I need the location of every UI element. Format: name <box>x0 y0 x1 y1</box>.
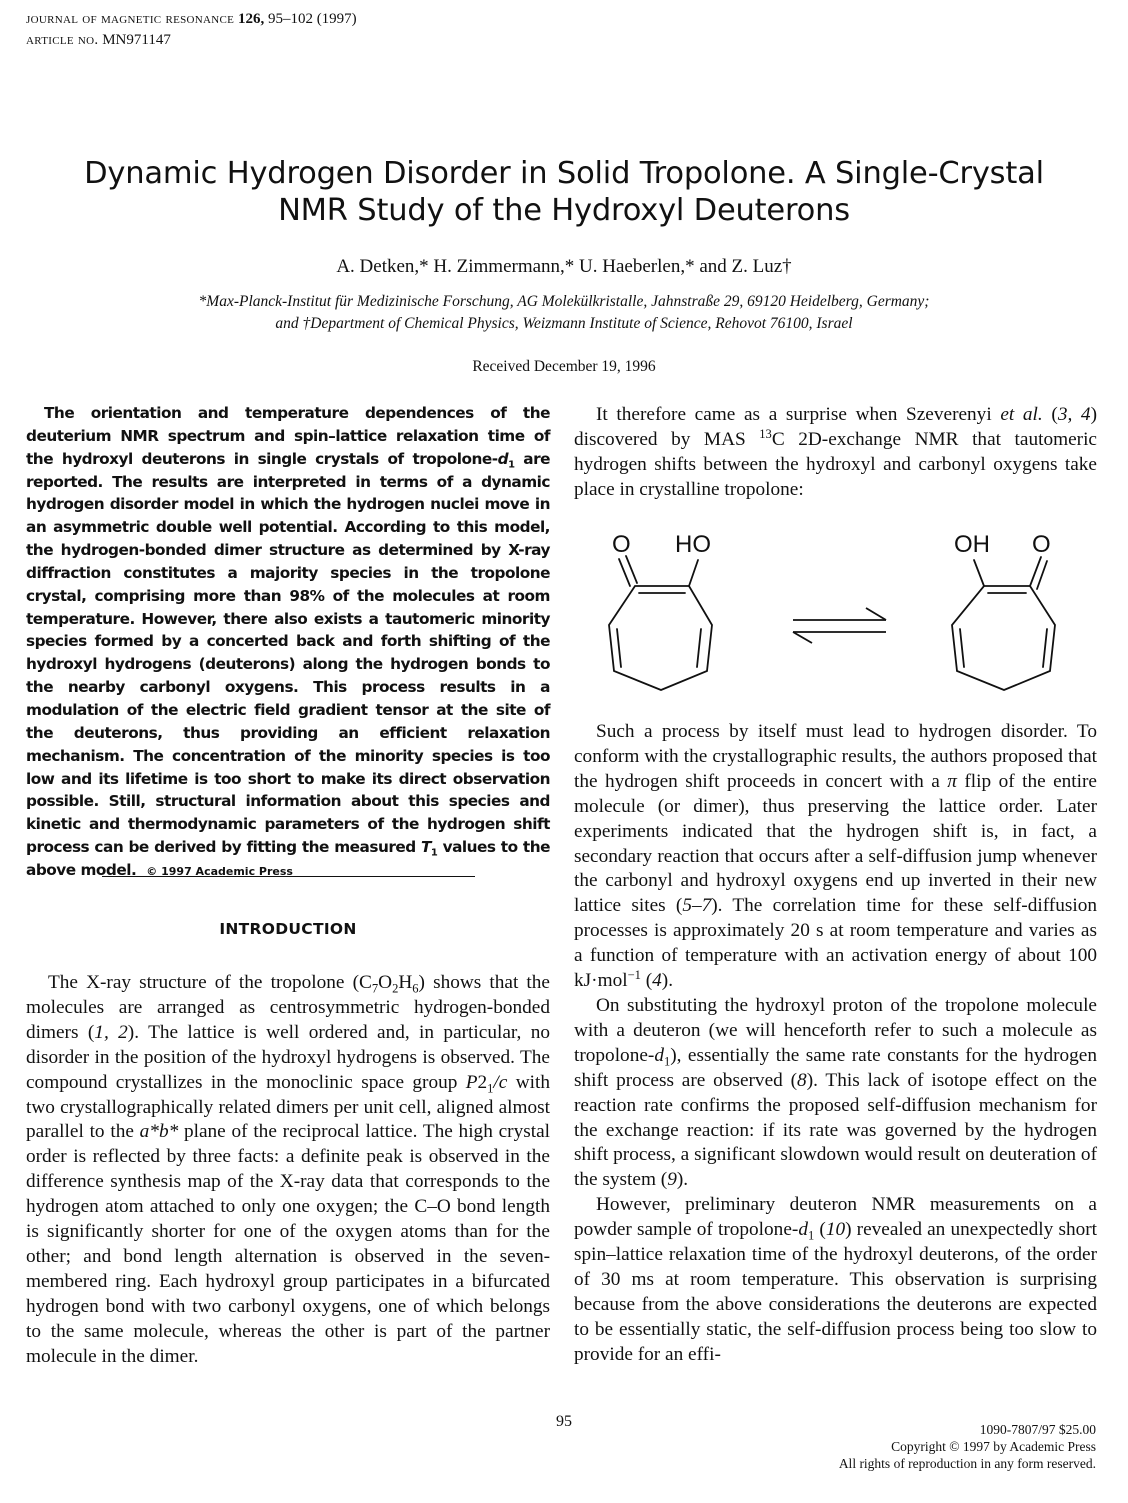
reference: 4 <box>652 970 662 992</box>
text-run: ). The lattice is well ordered and, in particular, no disorder in the position of the hydroxyl hydrogens is observed. The compound crystallizes in the monoclinic space group <box>26 1021 551 1093</box>
superscript: 13 <box>759 427 772 442</box>
tropolone-tautomer-scheme <box>590 522 1080 702</box>
text-run: ( <box>1042 404 1058 425</box>
abstract-sub: 1 <box>508 459 515 471</box>
subscript: 1 <box>487 1081 494 1096</box>
article-number-line <box>26 30 357 51</box>
reference: 8 <box>797 1069 807 1091</box>
journal-name: journal of magnetic resonance <box>26 11 235 27</box>
affiliation-2: and †Department of Chemical Physics, Weizmann Institute of Science, Rehovot 76100, Israel <box>275 314 853 332</box>
text-run: It therefore came as a surprise when Szeverenyi <box>596 404 1001 425</box>
copyright-line: Copyright © 1997 by Academic Press <box>891 1439 1096 1454</box>
journal-line <box>26 9 357 30</box>
reference: 9 <box>667 1169 677 1191</box>
paragraph <box>26 971 550 1370</box>
text-run: O <box>378 972 393 993</box>
text-run: H <box>398 972 413 993</box>
italic-d: d <box>798 1219 808 1241</box>
text-run: Such a process by itself must lead to hydrogen disorder. To conform with the crystallographic results, the authors proposed that the hydrogen shift proceeds in concert with a <box>574 721 1097 792</box>
pi-symbol: π <box>947 770 957 792</box>
text-run: ). <box>661 970 674 992</box>
text-run: 2 <box>477 1071 488 1093</box>
column-right-body-bottom <box>574 720 1097 1368</box>
abstract-copyright: © 1997 Academic Press <box>146 864 293 878</box>
text-run: with two crystallographically related dimers per unit cell, aligned almost parallel to the <box>26 1071 550 1143</box>
text-run: C 2D-exchange NMR that tautomeric hydrogen shifts between the hydroxyl and carbonyl oxygens take place in crystalline tropolone: <box>574 428 1097 500</box>
text-run: However, preliminary deuteron NMR measurements on a powder sample of tropolone- <box>574 1194 1097 1241</box>
text-run: ) revealed an unexpectedly short spin–lattice relaxation time of the hydroxyl deuterons, of the order of 30 ms at room temperature. This observation is surprising because from the above considerations the deuterons are expected to be essentially static, the self-diffusion process being too slow to provide for an effi- <box>574 1219 1098 1365</box>
abstract-text-1: The orientation and temperature dependences of the deuterium NMR spectrum and spin–lattice relaxation time of the hydroxyl deuterons in single crystals of tropolone- <box>26 404 550 468</box>
page-number: 95 <box>556 1413 572 1430</box>
received-date: Received December 19, 1996 <box>472 358 656 375</box>
article-number: MN971147 <box>102 32 171 48</box>
space-group: P <box>465 1071 478 1093</box>
left-tropolone-structure <box>609 556 712 690</box>
et-al: et al. <box>1000 404 1043 425</box>
abstract-t-sub: 1 <box>430 847 438 859</box>
lattice-plane: a*b* <box>139 1121 179 1143</box>
italic-d: d <box>654 1044 664 1066</box>
text-run: flip of the entire molecule (or dimer), thus preserving the lattice order. Later experiments indicated that the hydrogen shift is, in fact, a secondary reaction that occurs after a self-diffusion jump whenever the carbonyl and hydroxyl oxygens end up inverted in their new lattice sites ( <box>574 770 1097 917</box>
abstract-rule <box>102 876 475 877</box>
superscript: −1 <box>627 968 641 983</box>
text-run: ), essentially the same rate constants for the hydrogen shift process are observed ( <box>574 1044 1097 1091</box>
paragraph <box>574 403 1097 503</box>
column-right-body-top <box>574 403 1097 503</box>
right-hydroxyl-label: OH <box>954 531 990 558</box>
text-run: ). <box>676 1169 689 1191</box>
paragraph <box>574 994 1097 1193</box>
abstract-d: d <box>497 449 509 468</box>
affiliations <box>0 291 1128 334</box>
title-line-2: NMR Study of the Hydroxyl Deuterons <box>278 193 850 228</box>
space-group: /c <box>493 1071 508 1093</box>
text-run: The X-ray structure of the tropolone (C <box>48 972 372 993</box>
subscript: 1 <box>663 1054 671 1069</box>
text-run: ) discovered by MAS <box>574 404 1097 450</box>
journal-header <box>26 9 357 51</box>
text-run: ). This lack of isotope effect on the reaction rate confirms the proposed self-diffusion mechanism for the exchange reaction: if its rate was governed by the hydrogen shift process, a significant slowdown would result on deuteration of the system ( <box>574 1069 1097 1191</box>
issn-price: 1090-7807/97 $25.00 <box>979 1422 1096 1437</box>
journal-pages-year: 95–102 (1997) <box>267 11 357 27</box>
subscript: 7 <box>371 981 379 996</box>
reference: 5–7 <box>682 895 712 917</box>
title-line-1: Dynamic Hydrogen Disorder in Solid Tropolone. A Single-Crystal <box>84 156 1044 191</box>
reference: 1, 2 <box>94 1021 128 1043</box>
abstract-text-2: are reported. The results are interpreted in terms of a dynamic hydrogen disorder model in which the hydrogen nuclei move in an asymmetric double well potential. According to this model, the hydrogen-bonded dimer structure as determined by X-ray diffraction constitutes a majority species in the tropolone crystal, comprising more than 98% of the molecules at room temperature. However, there also exists a tautomeric minority species formed by a concerted back and forth shifting of the hydroxyl hydrogens (deuterons) along the hydrogen bonds to the nearby carbonyl oxygens. This process results in a modulation of the electric field gradient tensor at the site of the deuterons, thus providing an efficient relaxation mechanism. The concentration of the minority species is too low and its lifetime is too short to make its direct observation possible. Still, structural information about this species and kinetic and thermodynamic parameters of the hydrogen shift process can be derived by fitting the measured <box>26 449 550 857</box>
abstract-t: T <box>420 838 431 857</box>
paragraph <box>574 1193 1097 1367</box>
paragraph <box>574 720 1097 994</box>
column-left-body <box>26 971 550 1370</box>
text-run: ) shows that the molecules are arranged as centrosymmetric hydrogen-bonded dimers ( <box>26 972 550 1043</box>
right-tropolone-structure <box>952 557 1055 690</box>
paper-title <box>40 155 1088 229</box>
reference: 3, 4 <box>1057 404 1091 425</box>
abstract <box>26 402 550 884</box>
introduction-heading: INTRODUCTION <box>219 920 357 938</box>
equilibrium-arrows-icon <box>793 608 886 643</box>
text-run: ( <box>640 970 653 992</box>
journal-volume: 126, <box>237 11 265 27</box>
text-run: ). The correlation time for these self-diffusion processes is approximately 20 s at room temperature and varies as a function of temperature with an activation energy of about 100 kJ·mol <box>574 895 1098 992</box>
right-carbonyl-o-label: O <box>1032 531 1051 558</box>
affiliation-1: *Max-Planck-Institut für Medizinische Forschung, AG Molekülkristalle, Jahnstraße 29, 69120 Heidelberg, Germany; <box>198 293 930 310</box>
subscript: 1 <box>807 1228 815 1243</box>
text-run: On substituting the hydroxyl proton of the tropolone molecule with a deuteron (we will henceforth refer to such a molecule as tropolone- <box>574 994 1097 1066</box>
authors: A. Detken,* H. Zimmermann,* U. Haeberlen,* and Z. Luz† <box>336 256 792 277</box>
text-run: ( <box>814 1219 826 1241</box>
subscript: 6 <box>412 981 419 996</box>
copyright-footer <box>839 1421 1096 1472</box>
article-label: article no. <box>26 32 99 48</box>
left-hydroxyl-label: HO <box>675 531 711 558</box>
text-run: plane of the reciprocal lattice. The high crystal order is reflected by three facts: a definite peak is observed in the difference synthesis map of the X-ray data that corresponds to the hydrogen atom attached to only one oxygen; the C–O bond length is significantly shorter for one of the oxygen atoms than for the other; and bond length alternation is observed in the seven-membered ring. Each hydroxyl group participates in a bifurcated hydrogen bond with two carbonyl oxygens, one of which belongs to the same molecule, whereas the other is part of the partner molecule in the dimer. <box>26 1121 550 1367</box>
subscript: 2 <box>392 981 399 996</box>
reference: 10 <box>825 1219 846 1241</box>
left-carbonyl-o-label: O <box>612 531 631 558</box>
rights-line: All rights of reproduction in any form reserved. <box>838 1456 1096 1471</box>
abstract-text-3: values to the above model. <box>26 838 550 879</box>
